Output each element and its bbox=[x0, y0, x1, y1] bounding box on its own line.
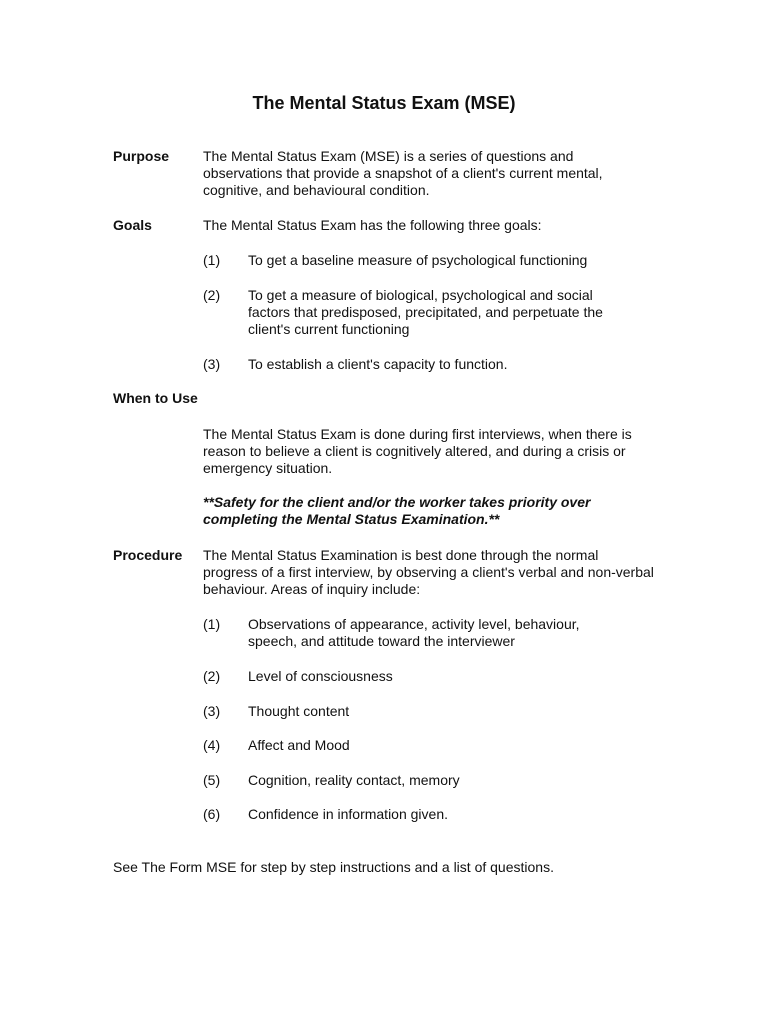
goal-item-text: To get a baseline measure of psychological functioning bbox=[248, 252, 588, 268]
procedure-item-number: (1) bbox=[203, 616, 221, 632]
goal-item-text: To establish a client's capacity to function. bbox=[248, 356, 508, 372]
goal-item bbox=[203, 252, 655, 269]
page-title: The Mental Status Exam (MSE) bbox=[252, 93, 516, 113]
procedure-item-text: Observations of appearance, activity level, behaviour, speech, and attitude toward the interviewer bbox=[248, 616, 580, 649]
purpose-text: The Mental Status Exam (MSE) is a series of questions and observations that provide a snapshot of a client's current mental, cognitive, and behavioural condition. bbox=[203, 148, 603, 198]
procedure-item bbox=[203, 737, 655, 754]
procedure-item bbox=[203, 772, 655, 789]
when-to-use-label: When to Use bbox=[113, 390, 198, 406]
goal-item-number: (3) bbox=[203, 356, 221, 372]
procedure-item-text: Thought content bbox=[248, 703, 350, 719]
goal-item-text: To get a measure of biological, psychological and social factors that predisposed, precipitated, and perpetuate the client's current functioning bbox=[248, 287, 603, 337]
goal-item-number: (1) bbox=[203, 252, 221, 268]
goal-item-number: (2) bbox=[203, 287, 221, 303]
procedure-label: Procedure bbox=[113, 547, 183, 563]
purpose-label: Purpose bbox=[113, 148, 170, 164]
procedure-item-number: (6) bbox=[203, 806, 221, 822]
goals-label: Goals bbox=[113, 217, 152, 233]
procedure-item-text: Level of consciousness bbox=[248, 668, 393, 684]
footer-note: See The Form MSE for step by step instructions and a list of questions. bbox=[113, 859, 554, 875]
procedure-item-text: Cognition, reality contact, memory bbox=[248, 772, 460, 788]
procedure-item-number: (5) bbox=[203, 772, 221, 788]
procedure-text: The Mental Status Examination is best done through the normal progress of a first interview, by observing a client's verbal and non-verbal behaviour. Areas of inquiry include: bbox=[203, 547, 654, 597]
goal-item bbox=[203, 287, 655, 338]
procedure-item bbox=[203, 668, 655, 685]
procedure-item-number: (2) bbox=[203, 668, 221, 684]
procedure-item bbox=[203, 806, 655, 823]
procedure-item-number: (4) bbox=[203, 737, 221, 753]
procedure-item-text: Affect and Mood bbox=[248, 737, 350, 753]
goal-item bbox=[203, 356, 655, 373]
procedure-item-text: Confidence in information given. bbox=[248, 806, 449, 822]
procedure-item bbox=[203, 703, 655, 720]
goals-intro: The Mental Status Exam has the following three goals: bbox=[203, 217, 542, 233]
procedure-item-number: (3) bbox=[203, 703, 221, 719]
procedure-item bbox=[203, 616, 655, 650]
when-to-use-text: The Mental Status Exam is done during first interviews, when there is reason to believe a client is cognitively altered, and during a crisis or emergency situation. bbox=[203, 426, 632, 476]
safety-note: **Safety for the client and/or the worker takes priority over completing the Mental Status Examination.** bbox=[203, 494, 591, 527]
